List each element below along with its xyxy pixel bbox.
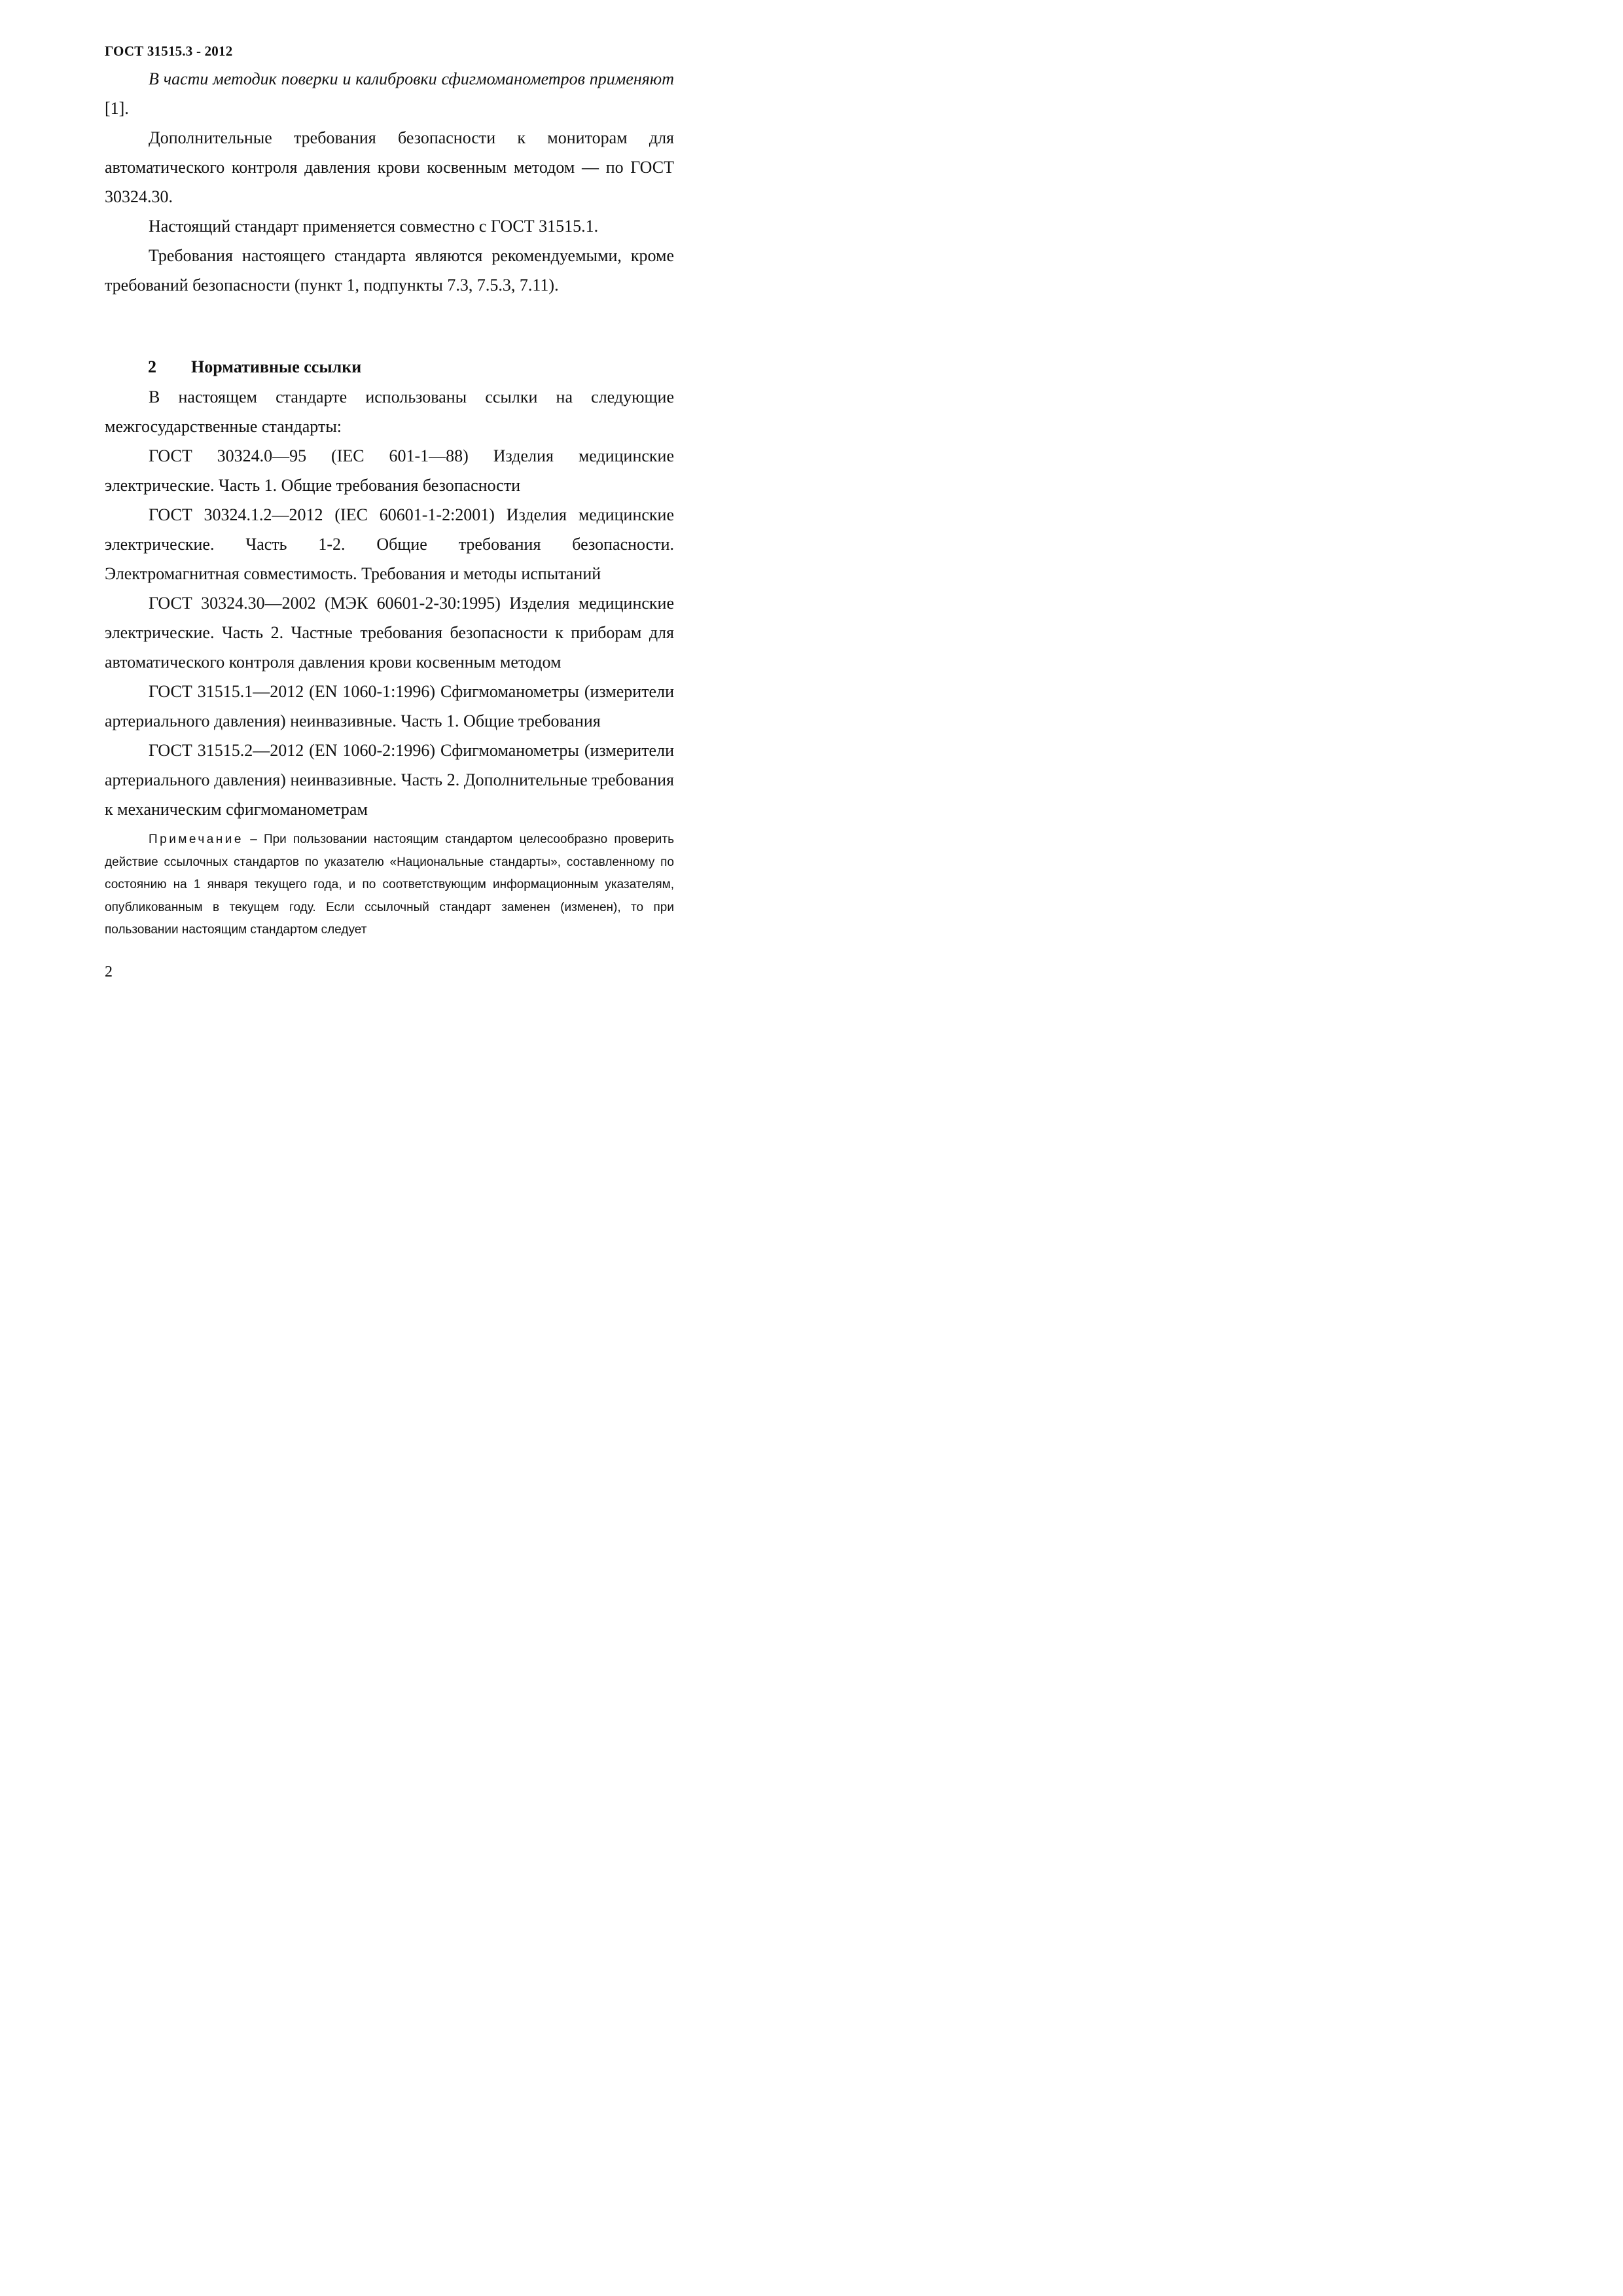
note-text: – При пользовании настоящим стандартом целесообразно проверить действие ссылочных стандартов по указателю «Национальные стандарты», составленному по состоянию на 1 января текущего года, и по соответствующим информационным указателям, опубликованным в текущем году. Если ссылочный стандарт заменен (изменен), то при пользовании настоящим стандартом следует <box>105 833 674 937</box>
document-page <box>0 0 722 1021</box>
intro-section <box>105 64 674 300</box>
section-number: 2 <box>148 357 156 376</box>
intro-paragraph-1-ref: [1]. <box>105 99 129 118</box>
reference-item: ГОСТ 31515.2—2012 (EN 1060-2:1996) Сфигмоманометры (измерители артериального давления) неинвазивные. Часть 2. Дополнительные требования к механическим сфигмоманометрам <box>105 741 674 819</box>
reference-item: ГОСТ 30324.1.2—2012 (IEC 60601-1-2:2001) Изделия медицинские электрические. Часть 1-2. Общие требования безопасности. Электромагнитная совместимость. Требования и методы испытаний <box>105 505 674 583</box>
reference-item: ГОСТ 31515.1—2012 (EN 1060-1:1996) Сфигмоманометры (измерители артериального давления) неинвазивные. Часть 1. Общие требования <box>105 682 674 730</box>
note-paragraph <box>105 829 674 942</box>
section-title: Нормативные ссылки <box>191 357 362 376</box>
section-heading <box>148 352 361 382</box>
references-list <box>105 382 674 824</box>
reference-item: ГОСТ 30324.30—2002 (МЭК 60601-2-30:1995) Изделия медицинские электрические. Часть 2. Частные требования безопасности к приборам для автоматического контроля давления крови косвенным методом <box>105 594 674 672</box>
intro-paragraph-4: Требования настоящего стандарта являются рекомендуемыми, кроме требований безопасности (пункт 1, подпункты 7.3, 7.5.3, 7.11). <box>105 246 674 295</box>
intro-paragraph-3: Настоящий стандарт применяется совместно с ГОСТ 31515.1. <box>149 217 599 236</box>
intro-paragraph-1-italic: В части методик поверки и калибровки сфигмоманометров применяют <box>149 69 674 88</box>
intro-paragraph-1 <box>105 64 674 123</box>
intro-paragraph-2: Дополнительные требования безопасности к мониторам для автоматического контроля давления крови косвенным методом — по ГОСТ 30324.30. <box>105 128 674 206</box>
document-header: ГОСТ 31515.3 - 2012 <box>105 43 233 59</box>
note-lead: Примечание <box>149 833 243 846</box>
reference-item: ГОСТ 30324.0—95 (IEC 601-1—88) Изделия медицинские электрические. Часть 1. Общие требования безопасности <box>105 446 674 495</box>
page-number: 2 <box>105 963 113 980</box>
references-intro: В настоящем стандарте использованы ссылки на следующие межгосударственные стандарты: <box>105 387 674 436</box>
